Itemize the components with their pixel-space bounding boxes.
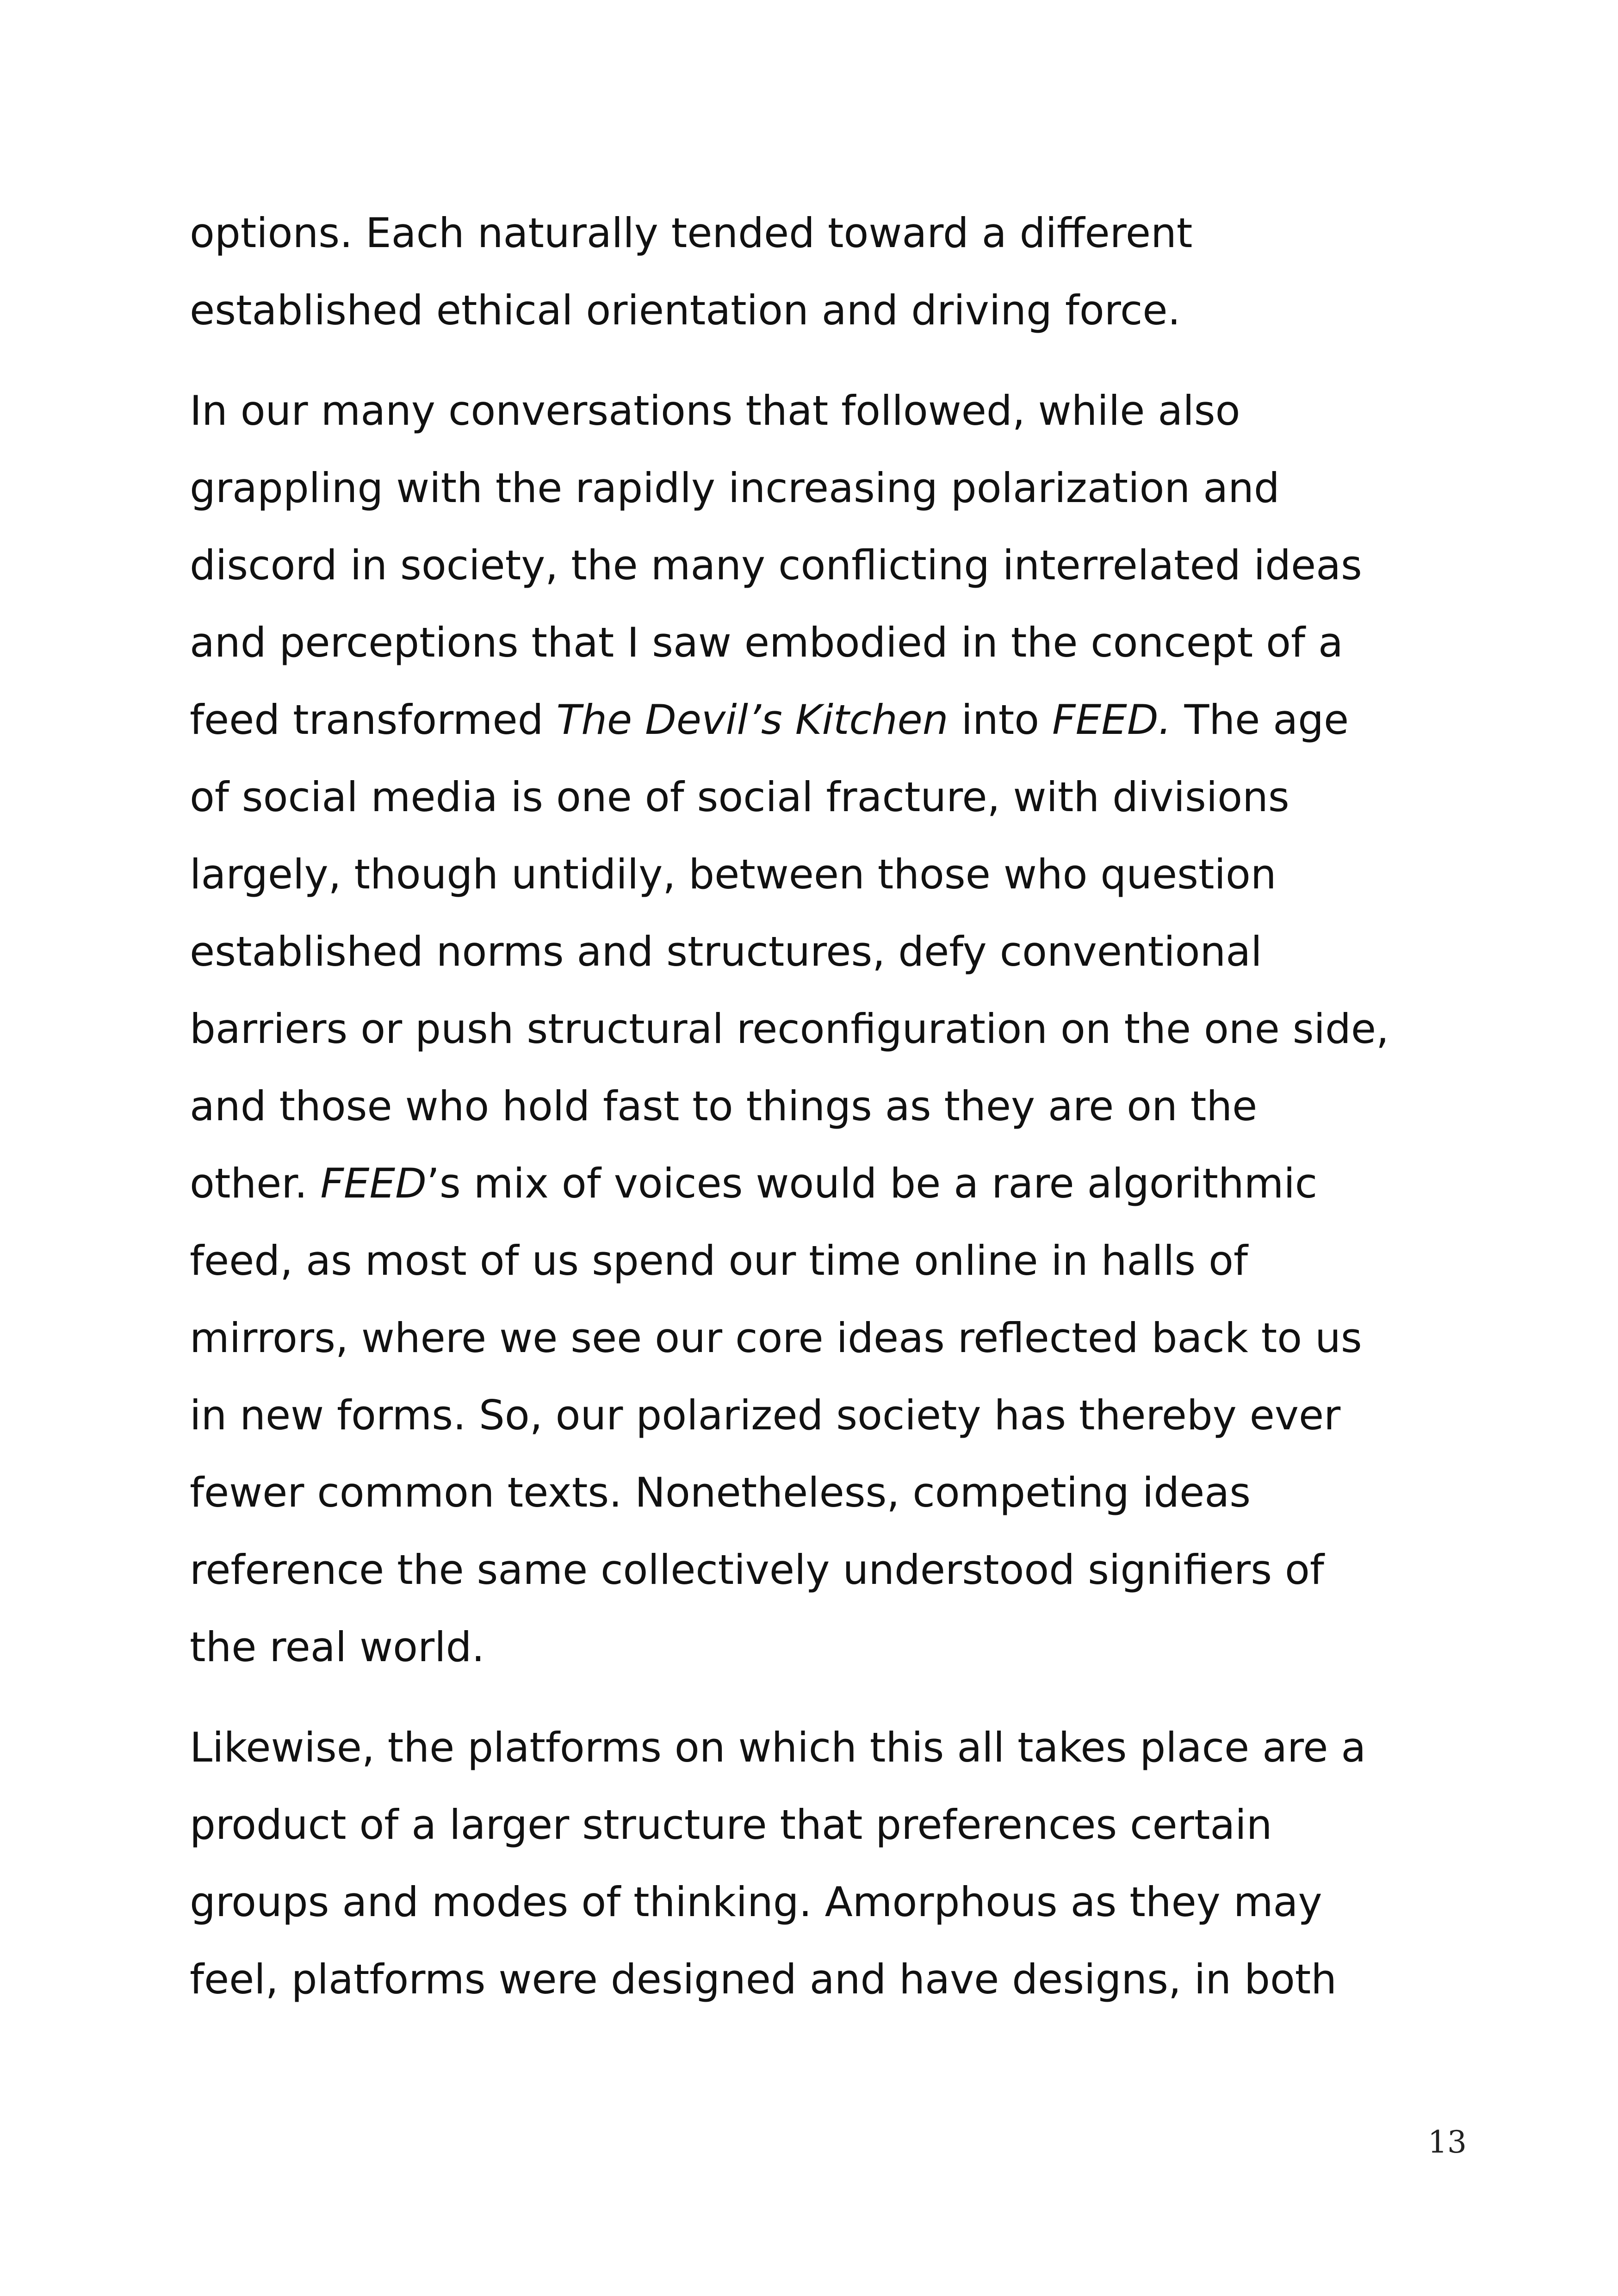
text-run: the real world. (190, 1623, 485, 1671)
text-run: fewer common texts. Nonetheless, competing ideas (190, 1469, 1251, 1516)
text-line (190, 527, 1462, 604)
text-run: grappling with the rapidly increasing polarization and (190, 464, 1280, 512)
paragraph (190, 372, 1462, 1686)
text-run: largely, though untidily, between those who question (190, 850, 1277, 898)
text-line (190, 1145, 1462, 1222)
text-line (190, 449, 1462, 527)
text-run: of social media is one of social fracture, with divisions (190, 773, 1289, 821)
text-line (190, 1941, 1462, 2018)
text-run: Likewise, the platforms on which this all takes place are a (190, 1724, 1366, 1771)
text-line (190, 1786, 1462, 1863)
text-line (190, 1222, 1462, 1299)
text-line (190, 990, 1462, 1067)
text-run: feed transformed (190, 696, 557, 744)
page-number: 13 (1428, 2124, 1467, 2160)
text-line (190, 1299, 1462, 1377)
text-run: mirrors, where we see our core ideas reflected back to us (190, 1314, 1362, 1362)
text-line (190, 604, 1462, 681)
text-line (190, 372, 1462, 449)
text-line (190, 1067, 1462, 1145)
text-run: feed, as most of us spend our time online in halls of (190, 1237, 1248, 1285)
text-line (190, 1608, 1462, 1686)
text-run: and perceptions that I saw embodied in the concept of a (190, 619, 1343, 666)
text-run: feel, platforms were designed and have designs, in both (190, 1955, 1337, 2003)
text-run: In our many conversations that followed, while also (190, 387, 1240, 434)
text-line (190, 1377, 1462, 1454)
text-line (190, 194, 1462, 272)
paragraph (190, 194, 1462, 349)
text-run: discord in society, the many conflicting interrelated ideas (190, 541, 1362, 589)
italic-title: FEED. (1052, 696, 1172, 744)
text-line (190, 1454, 1462, 1531)
text-line (190, 1863, 1462, 1941)
text-run: groups and modes of thinking. Amorphous as they may (190, 1878, 1322, 1926)
text-run: established norms and structures, defy conventional (190, 928, 1262, 975)
text-run: options. Each naturally tended toward a different (190, 209, 1193, 257)
text-run: other. (190, 1160, 321, 1207)
text-line (190, 1709, 1462, 1786)
italic-title: The Devil’s Kitchen (556, 696, 948, 744)
body-text (190, 194, 1462, 2018)
text-run: in new forms. So, our polarized society has thereby ever (190, 1391, 1341, 1439)
text-run: reference the same collectively understood signifiers of (190, 1546, 1324, 1594)
text-line (190, 836, 1462, 913)
text-run: ’s mix of voices would be a rare algorithmic (426, 1160, 1318, 1207)
text-run: established ethical orientation and driving force. (190, 286, 1181, 334)
text-run: and those who hold fast to things as they are on the (190, 1082, 1258, 1130)
italic-title: FEED (320, 1160, 427, 1207)
text-line (190, 758, 1462, 836)
text-line (190, 1531, 1462, 1608)
text-run: The age (1171, 696, 1349, 744)
text-run: into (948, 696, 1053, 744)
text-run: product of a larger structure that preferences certain (190, 1801, 1272, 1849)
text-line (190, 913, 1462, 990)
text-line (190, 681, 1462, 758)
text-run: barriers or push structural reconfiguration on the one side, (190, 1005, 1389, 1053)
paragraph (190, 1709, 1462, 2018)
text-line (190, 272, 1462, 349)
